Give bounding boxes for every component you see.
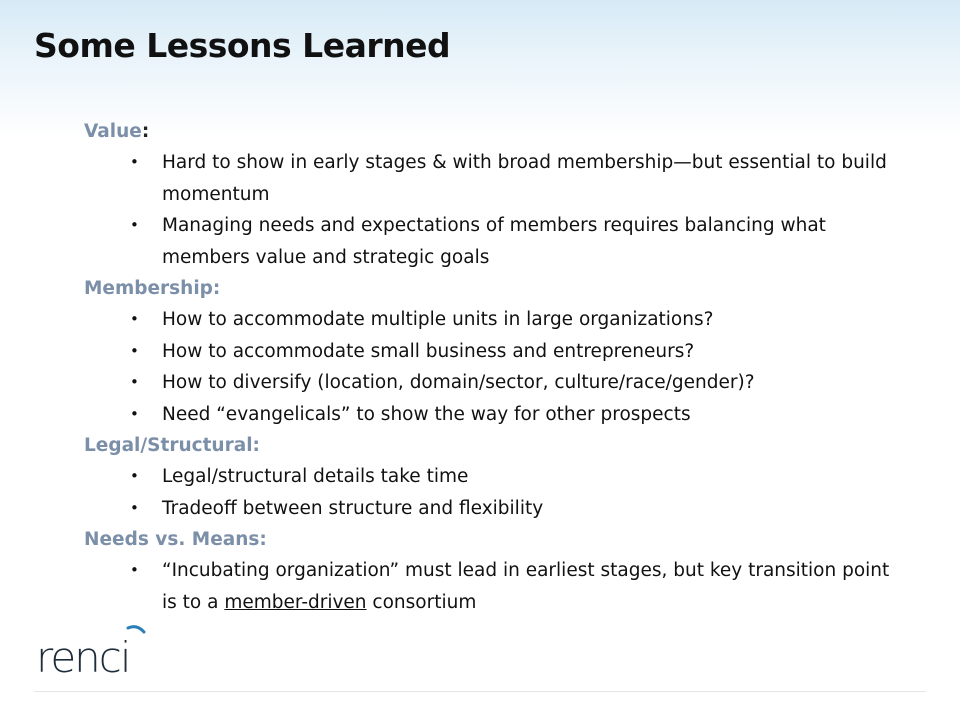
underlined-phrase: member-driven	[224, 591, 367, 613]
logo-wordmark: renci	[36, 633, 130, 682]
bullet-text	[162, 560, 889, 613]
bullet-text: How to accommodate multiple units in large organizations?	[162, 309, 714, 330]
footer-divider	[34, 691, 926, 692]
bullet-icon: •	[130, 467, 139, 485]
section-heading-text: Value	[84, 121, 142, 142]
bullet-list-legal-structural	[84, 461, 904, 524]
bullet-text-part: consortium	[366, 591, 477, 613]
bullet-list-needs-vs-means	[84, 555, 904, 618]
slide-content	[84, 116, 904, 618]
bullet-icon: •	[130, 153, 139, 171]
list-item	[84, 210, 904, 273]
bullet-icon: •	[130, 561, 139, 579]
bullet-text: Hard to show in early stages & with broad membership—but essential to build momentum	[162, 152, 887, 205]
list-item	[84, 555, 904, 618]
bullet-icon: •	[130, 216, 139, 234]
bullet-text: Managing needs and expectations of members requires balancing what members value and strategic goals	[162, 215, 826, 268]
section-heading-needs-vs-means: Needs vs. Means:	[84, 529, 267, 550]
bullet-list-value	[84, 147, 904, 273]
bullet-text: How to diversify (location, domain/sector, culture/race/gender)?	[162, 372, 755, 393]
bullet-text: Legal/structural details take time	[162, 466, 469, 487]
logo-accent-swoosh	[128, 627, 144, 632]
section-heading-legal-structural: Legal/Structural:	[84, 435, 260, 456]
bullet-text: Need “evangelicals” to show the way for other prospects	[162, 403, 691, 425]
bullet-icon: •	[130, 404, 139, 423]
bullet-icon: •	[130, 373, 139, 391]
renci-logo	[34, 622, 152, 682]
list-item	[84, 147, 904, 210]
section-heading-value	[84, 116, 904, 147]
bullet-text: How to accommodate small business and entrepreneurs?	[162, 340, 695, 362]
list-item	[84, 367, 904, 399]
list-item	[84, 399, 904, 431]
bullet-icon: •	[130, 310, 139, 328]
list-item	[84, 461, 904, 493]
list-item	[84, 493, 904, 525]
list-item	[84, 336, 904, 368]
bullet-list-membership	[84, 304, 904, 430]
bullet-icon: •	[130, 498, 139, 517]
bullet-text: Tradeoff between structure and flexibility	[162, 497, 544, 519]
section-heading-colon: :	[141, 121, 150, 142]
bullet-icon: •	[130, 341, 139, 360]
bullet-text-part: “Incubating organization” must lead in earliest stages, but key transition point is to a	[162, 560, 890, 613]
slide-title: Some Lessons Learned	[34, 26, 451, 65]
list-item	[84, 304, 904, 336]
section-heading-membership: Membership:	[84, 278, 221, 299]
